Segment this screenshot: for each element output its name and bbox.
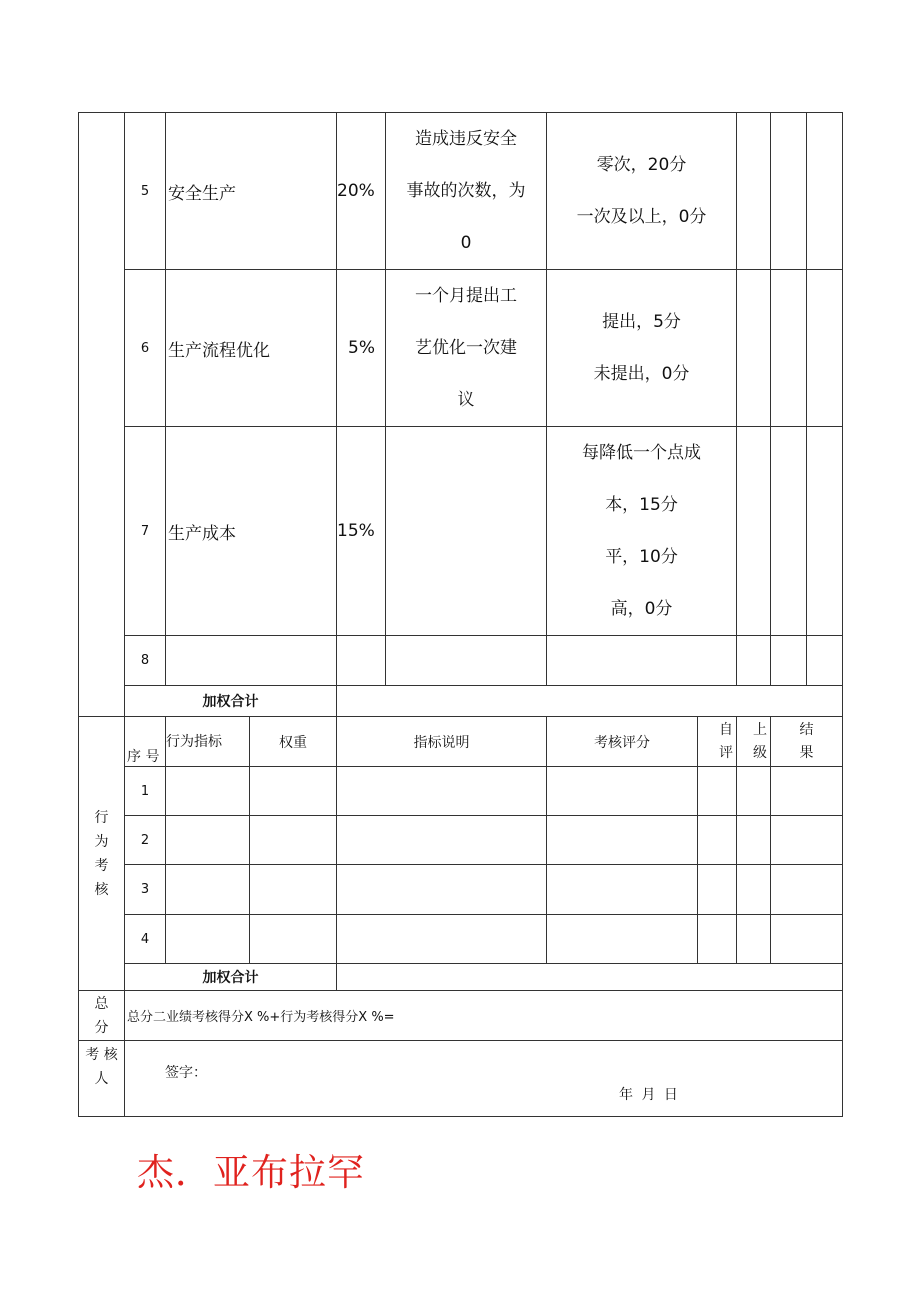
table-row <box>79 767 843 816</box>
behavior-header-row <box>79 717 843 767</box>
indicator-name[interactable] <box>166 636 337 686</box>
table-row <box>79 270 843 427</box>
weight-value: 15% <box>337 427 386 636</box>
performance-section-cell <box>79 113 125 717</box>
behavior-score-cell[interactable] <box>547 816 698 865</box>
assessor-signature-cell[interactable] <box>125 1041 843 1117</box>
behavior-weight-cell[interactable] <box>250 915 337 964</box>
header-weight: 权重 <box>250 717 337 767</box>
table-row <box>79 636 843 686</box>
total-score-row <box>79 991 843 1041</box>
row-number: 1 <box>125 767 166 816</box>
self-eval-cell[interactable] <box>737 113 771 270</box>
indicator-name: 生产成本 <box>166 427 337 636</box>
indicator-description[interactable] <box>386 636 547 686</box>
superior-cell[interactable] <box>737 915 771 964</box>
behavior-score-cell[interactable] <box>547 865 698 915</box>
behavior-weight-cell[interactable] <box>250 865 337 915</box>
weighted-total-label: 加权合计 <box>125 964 337 991</box>
superior-cell[interactable] <box>737 816 771 865</box>
weighted-total-value[interactable] <box>337 964 843 991</box>
row-number: 7 <box>125 427 166 636</box>
behavior-indicator-cell[interactable] <box>166 865 250 915</box>
table-row <box>79 427 843 636</box>
behavior-indicator-cell[interactable] <box>166 767 250 816</box>
self-eval-cell[interactable] <box>737 636 771 686</box>
behavior-weight-cell[interactable] <box>250 767 337 816</box>
indicator-description <box>386 427 547 636</box>
behavior-section-label: 行 为 考 核 <box>79 717 125 991</box>
header-superior: 上 级 <box>737 717 771 767</box>
scoring-rule: 每降低一个点成 本，15分 平，10分 高，0分 <box>547 427 737 636</box>
header-indicator: 行为指标 <box>166 717 250 767</box>
superior-cell[interactable] <box>771 270 807 427</box>
weight-value: 5% <box>337 270 386 427</box>
table-row <box>79 816 843 865</box>
header-seq: 序 号 <box>125 717 166 767</box>
self-eval-cell[interactable] <box>698 767 737 816</box>
signature-label: 签字： <box>165 1064 207 1081</box>
table-row <box>79 865 843 915</box>
self-eval-cell[interactable] <box>698 915 737 964</box>
behavior-indicator-cell[interactable] <box>166 915 250 964</box>
result-cell[interactable] <box>807 113 843 270</box>
header-self-eval: 自 评 <box>698 717 737 767</box>
behavior-score-cell[interactable] <box>547 767 698 816</box>
header-score: 考核评分 <box>547 717 698 767</box>
result-cell[interactable] <box>771 915 843 964</box>
superior-cell[interactable] <box>771 113 807 270</box>
behavior-score-cell[interactable] <box>547 915 698 964</box>
assessment-table <box>78 112 843 1117</box>
result-cell[interactable] <box>807 270 843 427</box>
total-score-formula: 总分二业绩考核得分X %+行为考核得分X %= <box>125 991 843 1041</box>
date-label: 年 月 日 <box>619 1086 678 1103</box>
row-number: 5 <box>125 113 166 270</box>
self-eval-cell[interactable] <box>737 427 771 636</box>
superior-cell[interactable] <box>737 767 771 816</box>
result-cell[interactable] <box>807 636 843 686</box>
result-cell[interactable] <box>771 767 843 816</box>
self-eval-cell[interactable] <box>737 270 771 427</box>
indicator-description: 造成违反安全 事故的次数，为 0 <box>386 113 547 270</box>
row-number: 3 <box>125 865 166 915</box>
row-number: 6 <box>125 270 166 427</box>
self-eval-cell[interactable] <box>698 865 737 915</box>
weight-value: 20% <box>337 113 386 270</box>
header-result: 结 果 <box>771 717 843 767</box>
weighted-total-value[interactable] <box>337 686 843 717</box>
behavior-description-cell[interactable] <box>337 865 547 915</box>
result-cell[interactable] <box>771 816 843 865</box>
header-description: 指标说明 <box>337 717 547 767</box>
superior-cell[interactable] <box>771 636 807 686</box>
total-score-label: 总 分 <box>79 991 125 1041</box>
behavior-weight-cell[interactable] <box>250 816 337 865</box>
row-number: 4 <box>125 915 166 964</box>
weighted-total-label: 加权合计 <box>125 686 337 717</box>
scoring-rule[interactable] <box>547 636 737 686</box>
behavior-description-cell[interactable] <box>337 816 547 865</box>
behavior-description-cell[interactable] <box>337 767 547 816</box>
weighted-total-row <box>79 686 843 717</box>
table-row <box>79 113 843 270</box>
signature-area <box>125 1042 842 1116</box>
row-number: 8 <box>125 636 166 686</box>
behavior-description-cell[interactable] <box>337 915 547 964</box>
red-name-text: 杰．亚布拉罕 <box>137 1151 365 1194</box>
weighted-total-row <box>79 964 843 991</box>
indicator-description: 一个月提出工 艺优化一次建 议 <box>386 270 547 427</box>
weight-value[interactable] <box>337 636 386 686</box>
scoring-rule: 提出，5分 未提出，0分 <box>547 270 737 427</box>
behavior-indicator-cell[interactable] <box>166 816 250 865</box>
superior-cell[interactable] <box>737 865 771 915</box>
scoring-rule: 零次，20分 一次及以上，0分 <box>547 113 737 270</box>
indicator-name: 安全生产 <box>166 113 337 270</box>
assessor-label: 考 核 人 <box>79 1041 125 1117</box>
self-eval-cell[interactable] <box>698 816 737 865</box>
result-cell[interactable] <box>771 865 843 915</box>
assessor-row <box>79 1041 843 1117</box>
row-number: 2 <box>125 816 166 865</box>
table-row <box>79 915 843 964</box>
indicator-name: 生产流程优化 <box>166 270 337 427</box>
superior-cell[interactable] <box>771 427 807 636</box>
result-cell[interactable] <box>807 427 843 636</box>
